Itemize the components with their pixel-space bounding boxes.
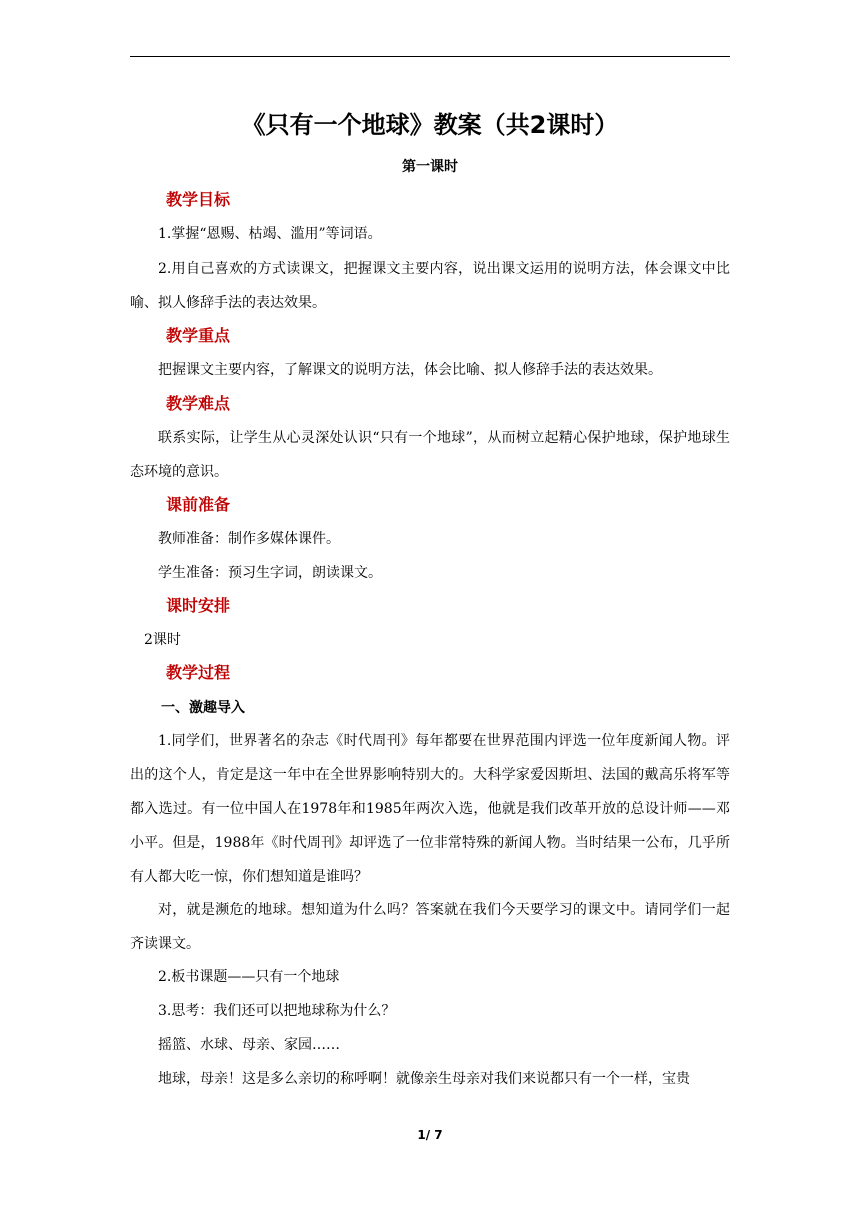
key-text: 把握课文主要内容，了解课文的说明方法，体会比喻、拟人修辞手法的表达效果。 — [158, 362, 662, 378]
process-heading: 教学过程 — [166, 663, 231, 682]
page-number: 1/ 7 — [417, 1128, 443, 1142]
goal-1: 1.掌握“恩赐、枯竭、滥用”等词语。 — [158, 226, 382, 242]
step1-heading: 一、激趣导入 — [161, 700, 245, 716]
document-title: 《只有一个地球》教案（共2课时） — [241, 111, 619, 139]
paragraph-1: 1.同学们，世界著名的杂志《时代周刊》每年都要在世界范围内评选一位年度新闻人物。评出的这个人，肯定是这一年中在全世界影响特别大的。大科学家爱因斯坦、法国的戴高乐将军等都入选过。有一位中国人在1978年和1985年两次入选，他就是我们改革开放的总设计师——邓小平。但是，1988年《时代周刊》却评选了一位非常特殊的新闻人物。当时结果一公布，几乎所有人都大吃一惊，你们想知道是谁吗？ — [130, 733, 730, 885]
difficulty-heading: 教学难点 — [166, 394, 231, 413]
paragraph-3: 2.板书课题——只有一个地球 — [158, 969, 340, 985]
lesson-subtitle: 第一课时 — [402, 159, 458, 175]
paragraph-5: 摇篮、水球、母亲、家园…… — [158, 1037, 340, 1053]
paragraph-6: 地球，母亲！这是多么亲切的称呼啊！就像亲生母亲对我们来说都只有一个一样，宝贵 — [158, 1071, 690, 1087]
schedule-text: 2课时 — [144, 632, 181, 648]
paragraph-2: 对，就是濒危的地球。想知道为什么吗？答案就在我们今天要学习的课文中。请同学们一起齐读课文。 — [130, 902, 730, 952]
header-rule — [130, 56, 730, 57]
key-heading: 教学重点 — [166, 326, 231, 345]
prep-teacher: 教师准备：制作多媒体课件。 — [158, 531, 340, 547]
goals-heading: 教学目标 — [166, 190, 231, 209]
goal-2: 2.用自己喜欢的方式读课文，把握课文主要内容，说出课文运用的说明方法，体会课文中比喻、拟人修辞手法的表达效果。 — [130, 261, 730, 311]
paragraph-4: 3.思考：我们还可以把地球称为什么？ — [158, 1003, 396, 1019]
prep-student: 学生准备：预习生字词，朗读课文。 — [158, 565, 382, 581]
difficulty-text: 联系实际，让学生从心灵深处认识“只有一个地球”，从而树立起精心保护地球，保护地球生态环境的意识。 — [130, 430, 730, 480]
schedule-heading: 课时安排 — [166, 596, 231, 615]
prep-heading: 课前准备 — [166, 495, 231, 514]
